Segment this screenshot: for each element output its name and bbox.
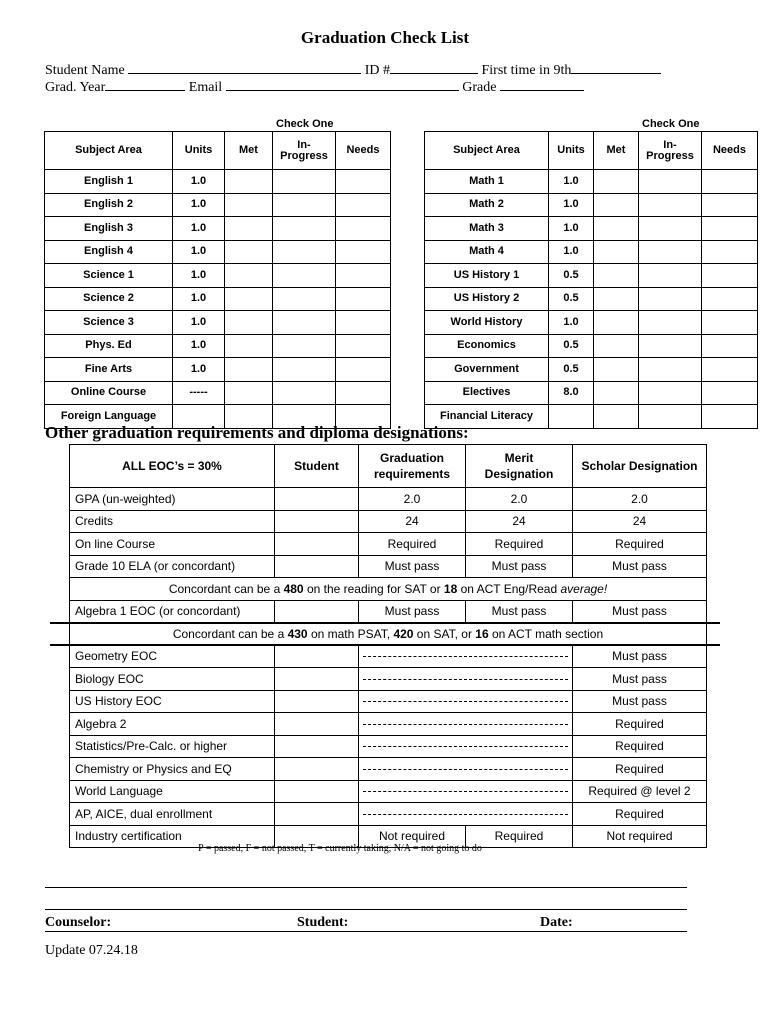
requirement-label: Credits: [70, 510, 275, 533]
requirement-label: On line Course: [70, 533, 275, 556]
merit-cell: 2.0: [466, 488, 573, 511]
table-row: [45, 264, 391, 288]
units-cell: 1.0: [173, 193, 225, 217]
units-cell: 1.0: [173, 264, 225, 288]
units-cell: 1.0: [173, 334, 225, 358]
subject-cell: Math 3: [425, 217, 549, 241]
table-row: [70, 488, 707, 511]
needs-checkbox[interactable]: [702, 334, 758, 358]
not-applicable-cell: [359, 758, 573, 781]
concordant-ela-note: Concordant can be a 480 on the reading for SAT or 18 on ACT Eng/Read average!: [70, 578, 707, 601]
subject-cell: Science 1: [45, 264, 173, 288]
subject-cell: Financial Literacy: [425, 405, 549, 429]
units-cell: 0.5: [549, 264, 594, 288]
needs-checkbox[interactable]: [702, 358, 758, 382]
in-progress-checkbox[interactable]: [639, 287, 702, 311]
met-checkbox[interactable]: [594, 358, 639, 382]
in-progress-checkbox[interactable]: [639, 334, 702, 358]
col-needs: Needs: [702, 132, 758, 170]
check-one-left: Check One: [276, 118, 334, 130]
dashed-rule: [363, 679, 568, 680]
scholar-cell: Must pass: [573, 690, 707, 713]
table-row: [70, 555, 707, 578]
in-progress-checkbox[interactable]: [639, 264, 702, 288]
update-note: Update 07.24.18: [45, 943, 138, 958]
divider: [50, 644, 720, 646]
subject-cell: Online Course: [45, 381, 173, 405]
student-cell[interactable]: [275, 533, 359, 556]
col-met: Met: [225, 132, 273, 170]
met-checkbox[interactable]: [594, 334, 639, 358]
met-checkbox[interactable]: [225, 217, 273, 241]
subject-cell: English 3: [45, 217, 173, 241]
met-checkbox[interactable]: [225, 193, 273, 217]
in-progress-checkbox[interactable]: [639, 405, 702, 429]
in-progress-checkbox[interactable]: [273, 287, 336, 311]
not-applicable-cell: [359, 690, 573, 713]
student-cell[interactable]: [275, 600, 359, 623]
table-row: [425, 405, 758, 429]
grad-cell: Must pass: [359, 555, 466, 578]
in-progress-checkbox[interactable]: [273, 217, 336, 241]
signature-line: [45, 909, 687, 910]
table-row: [45, 287, 391, 311]
merit-cell: 24: [466, 510, 573, 533]
first-time-label: First time in 9th: [481, 63, 572, 78]
units-cell: 0.5: [549, 358, 594, 382]
in-progress-checkbox[interactable]: [639, 240, 702, 264]
table-row: [70, 668, 707, 691]
student-name-field[interactable]: [128, 60, 361, 74]
col-in-progress: In- Progress: [273, 132, 336, 170]
subject-cell: English 1: [45, 170, 173, 194]
table-row: [45, 217, 391, 241]
requirement-label: Statistics/Pre-Calc. or higher: [70, 735, 275, 758]
not-applicable-cell: [359, 645, 573, 668]
scholar-cell: Required: [573, 803, 707, 826]
table-row: [425, 193, 758, 217]
table-row: [425, 311, 758, 335]
subject-cell: Foreign Language: [45, 405, 173, 429]
right-subject-table: [424, 131, 758, 429]
needs-checkbox[interactable]: [336, 381, 391, 405]
needs-checkbox[interactable]: [336, 264, 391, 288]
other-requirements-heading: Other graduation requirements and diploma designations:: [45, 423, 469, 442]
units-cell: 1.0: [549, 170, 594, 194]
requirements-table: [69, 444, 707, 848]
subject-cell: English 4: [45, 240, 173, 264]
units-cell: 8.0: [549, 381, 594, 405]
table-row: [70, 510, 707, 533]
dashed-rule: [363, 701, 568, 702]
subject-cell: US History 1: [425, 264, 549, 288]
req-col-eoc: ALL EOC’s = 30%: [70, 445, 275, 488]
student-cell[interactable]: [275, 510, 359, 533]
units-cell: 1.0: [549, 240, 594, 264]
grad-cell: 2.0: [359, 488, 466, 511]
met-checkbox[interactable]: [594, 287, 639, 311]
scholar-cell: Required: [573, 713, 707, 736]
subject-cell: Math 1: [425, 170, 549, 194]
not-applicable-cell: [359, 668, 573, 691]
needs-checkbox[interactable]: [702, 264, 758, 288]
in-progress-checkbox[interactable]: [639, 358, 702, 382]
scholar-cell: Must pass: [573, 555, 707, 578]
col-units: Units: [549, 132, 594, 170]
student-label: Student:: [297, 915, 349, 930]
table-row: [425, 240, 758, 264]
table-row: [70, 803, 707, 826]
req-col-student: Student: [275, 445, 359, 488]
col-subject-area: Subject Area: [45, 132, 173, 170]
table-row: [45, 311, 391, 335]
table-row: [70, 533, 707, 556]
id-label: ID #: [364, 63, 390, 78]
not-applicable-cell: [359, 735, 573, 758]
units-cell: 1.0: [173, 287, 225, 311]
units-cell: 1.0: [173, 240, 225, 264]
subject-cell: Phys. Ed: [45, 334, 173, 358]
left-subject-table: [44, 131, 391, 429]
table-row: [45, 170, 391, 194]
in-progress-checkbox[interactable]: [273, 264, 336, 288]
units-cell: 0.5: [549, 287, 594, 311]
requirement-label: GPA (un-weighted): [70, 488, 275, 511]
student-cell[interactable]: [275, 645, 359, 668]
table-row: [70, 780, 707, 803]
units-cell: 0.5: [549, 334, 594, 358]
table-row: [45, 358, 391, 382]
met-checkbox[interactable]: [594, 170, 639, 194]
student-cell[interactable]: [275, 735, 359, 758]
in-progress-checkbox[interactable]: [273, 170, 336, 194]
subject-cell: US History 2: [425, 287, 549, 311]
col-needs: Needs: [336, 132, 391, 170]
table-row: [425, 217, 758, 241]
met-checkbox[interactable]: [225, 170, 273, 194]
counselor-label: Counselor:: [45, 915, 112, 930]
met-checkbox[interactable]: [594, 405, 639, 429]
dashed-rule: [363, 724, 568, 725]
dashed-rule: [363, 746, 568, 747]
student-cell[interactable]: [275, 713, 359, 736]
col-units: Units: [173, 132, 225, 170]
table-row: [45, 334, 391, 358]
met-checkbox[interactable]: [594, 217, 639, 241]
email-field[interactable]: [226, 77, 459, 91]
table-row: [45, 240, 391, 264]
table-row: Industry certification Not required Required Not required: [70, 825, 707, 848]
requirement-label: AP, AICE, dual enrollment: [70, 803, 275, 826]
grade-field[interactable]: [500, 77, 584, 91]
scholar-cell: Required: [573, 758, 707, 781]
subject-cell: Math 4: [425, 240, 549, 264]
req-col-merit: Merit Designation: [466, 445, 573, 488]
met-checkbox[interactable]: [225, 240, 273, 264]
subject-cell: Science 3: [45, 311, 173, 335]
subject-cell: Science 2: [45, 287, 173, 311]
met-checkbox[interactable]: [225, 334, 273, 358]
requirement-label: World Language: [70, 780, 275, 803]
legend: P = passed, F = not passed, T = currently taking, N/A = not going to do: [198, 843, 482, 854]
email-label: Email: [188, 80, 223, 95]
page-title: Graduation Check List: [300, 28, 470, 47]
student-cell[interactable]: [275, 780, 359, 803]
subject-cell: Math 2: [425, 193, 549, 217]
in-progress-checkbox[interactable]: [639, 193, 702, 217]
col-in-progress: In- Progress: [639, 132, 702, 170]
student-cell[interactable]: [275, 758, 359, 781]
table-row: [425, 264, 758, 288]
dashed-rule: [363, 791, 568, 792]
table-row: [425, 358, 758, 382]
first-time-field[interactable]: [571, 60, 661, 74]
table-row: [425, 381, 758, 405]
scholar-cell: Must pass: [573, 668, 707, 691]
req-col-graduation: Graduation requirements: [359, 445, 466, 488]
in-progress-checkbox[interactable]: [273, 311, 336, 335]
units-cell: 1.0: [549, 311, 594, 335]
grad-year-label: Grad. Year: [45, 80, 106, 95]
needs-checkbox[interactable]: [702, 170, 758, 194]
in-progress-checkbox[interactable]: [639, 170, 702, 194]
grad-year-field[interactable]: [105, 77, 185, 91]
units-cell: 1.0: [173, 311, 225, 335]
scholar-cell: 2.0: [573, 488, 707, 511]
table-row: [425, 287, 758, 311]
met-checkbox[interactable]: [594, 381, 639, 405]
col-met: Met: [594, 132, 639, 170]
met-checkbox[interactable]: [225, 264, 273, 288]
needs-checkbox[interactable]: [336, 240, 391, 264]
in-progress-checkbox[interactable]: [273, 381, 336, 405]
met-checkbox[interactable]: [594, 193, 639, 217]
col-subject-area: Subject Area: [425, 132, 549, 170]
scholar-cell: Required: [573, 533, 707, 556]
req-col-scholar: Scholar Designation: [573, 445, 707, 488]
units-cell: 1.0: [173, 170, 225, 194]
needs-checkbox[interactable]: [336, 334, 391, 358]
table-row: [70, 735, 707, 758]
needs-checkbox[interactable]: [702, 381, 758, 405]
table-row: [425, 334, 758, 358]
units-cell: 1.0: [173, 217, 225, 241]
id-field[interactable]: [390, 60, 478, 74]
units-cell: -----: [173, 381, 225, 405]
table-row: Algebra 1 EOC (or concordant) Must pass Must pass Must pass: [70, 600, 707, 623]
needs-checkbox[interactable]: [336, 311, 391, 335]
units-cell: 1.0: [173, 358, 225, 382]
met-checkbox[interactable]: [594, 240, 639, 264]
scholar-cell: 24: [573, 510, 707, 533]
student-cell[interactable]: [275, 668, 359, 691]
needs-checkbox[interactable]: [702, 193, 758, 217]
in-progress-checkbox[interactable]: [639, 311, 702, 335]
merit-cell: Must pass: [466, 555, 573, 578]
needs-checkbox[interactable]: [336, 287, 391, 311]
student-cell[interactable]: [275, 555, 359, 578]
signature-line: [45, 931, 687, 932]
in-progress-checkbox[interactable]: [639, 217, 702, 241]
needs-checkbox[interactable]: [702, 405, 758, 429]
needs-checkbox[interactable]: [702, 217, 758, 241]
signature-line: [45, 887, 687, 888]
scholar-cell: Must pass: [573, 645, 707, 668]
dashed-rule: [363, 814, 568, 815]
requirement-label: Algebra 2: [70, 713, 275, 736]
student-cell[interactable]: [275, 803, 359, 826]
in-progress-checkbox[interactable]: [273, 240, 336, 264]
met-checkbox[interactable]: [225, 311, 273, 335]
merit-cell: Required: [466, 533, 573, 556]
not-applicable-cell: [359, 713, 573, 736]
needs-checkbox[interactable]: [336, 193, 391, 217]
in-progress-checkbox[interactable]: [639, 381, 702, 405]
in-progress-checkbox[interactable]: [273, 193, 336, 217]
met-checkbox[interactable]: [225, 287, 273, 311]
check-one-right: Check One: [642, 118, 700, 130]
subject-cell: Government: [425, 358, 549, 382]
requirement-label: Geometry EOC: [70, 645, 275, 668]
not-applicable-cell: [359, 803, 573, 826]
in-progress-checkbox[interactable]: [273, 334, 336, 358]
table-row: [70, 690, 707, 713]
concordant-math-note: Concordant can be a 430 on math PSAT, 420 on SAT, or 16 on ACT math section: [70, 623, 707, 646]
units-cell: 1.0: [549, 217, 594, 241]
table-row: [45, 381, 391, 405]
met-checkbox[interactable]: [594, 264, 639, 288]
table-row: [45, 193, 391, 217]
units-cell: 1.0: [549, 193, 594, 217]
header-line-2: [45, 77, 584, 96]
student-name-label: Student Name: [45, 63, 125, 78]
met-checkbox[interactable]: [225, 358, 273, 382]
requirement-label: Chemistry or Physics and EQ: [70, 758, 275, 781]
subject-cell: Fine Arts: [45, 358, 173, 382]
needs-checkbox[interactable]: [336, 170, 391, 194]
grad-cell: Required: [359, 533, 466, 556]
units-cell: [549, 405, 594, 429]
dashed-rule: [363, 769, 568, 770]
grad-cell: 24: [359, 510, 466, 533]
needs-checkbox[interactable]: [702, 311, 758, 335]
requirement-label: Grade 10 ELA (or concordant): [70, 555, 275, 578]
subject-cell: Economics: [425, 334, 549, 358]
student-cell[interactable]: [275, 690, 359, 713]
requirement-label: Biology EOC: [70, 668, 275, 691]
met-checkbox[interactable]: [594, 311, 639, 335]
student-cell[interactable]: [275, 488, 359, 511]
table-row: [70, 758, 707, 781]
divider: [50, 622, 720, 624]
in-progress-checkbox[interactable]: [273, 358, 336, 382]
needs-checkbox[interactable]: [336, 358, 391, 382]
requirement-label: US History EOC: [70, 690, 275, 713]
subject-cell: World History: [425, 311, 549, 335]
needs-checkbox[interactable]: [702, 240, 758, 264]
scholar-cell: Required: [573, 735, 707, 758]
needs-checkbox[interactable]: [702, 287, 758, 311]
subject-cell: Electives: [425, 381, 549, 405]
not-applicable-cell: [359, 780, 573, 803]
met-checkbox[interactable]: [225, 381, 273, 405]
date-label: Date:: [540, 915, 573, 930]
needs-checkbox[interactable]: [336, 217, 391, 241]
table-row: [70, 713, 707, 736]
grade-label: Grade: [462, 80, 497, 95]
subject-cell: English 2: [45, 193, 173, 217]
table-row: [70, 645, 707, 668]
table-row: [425, 170, 758, 194]
dashed-rule: [363, 656, 568, 657]
scholar-cell: Required @ level 2: [573, 780, 707, 803]
